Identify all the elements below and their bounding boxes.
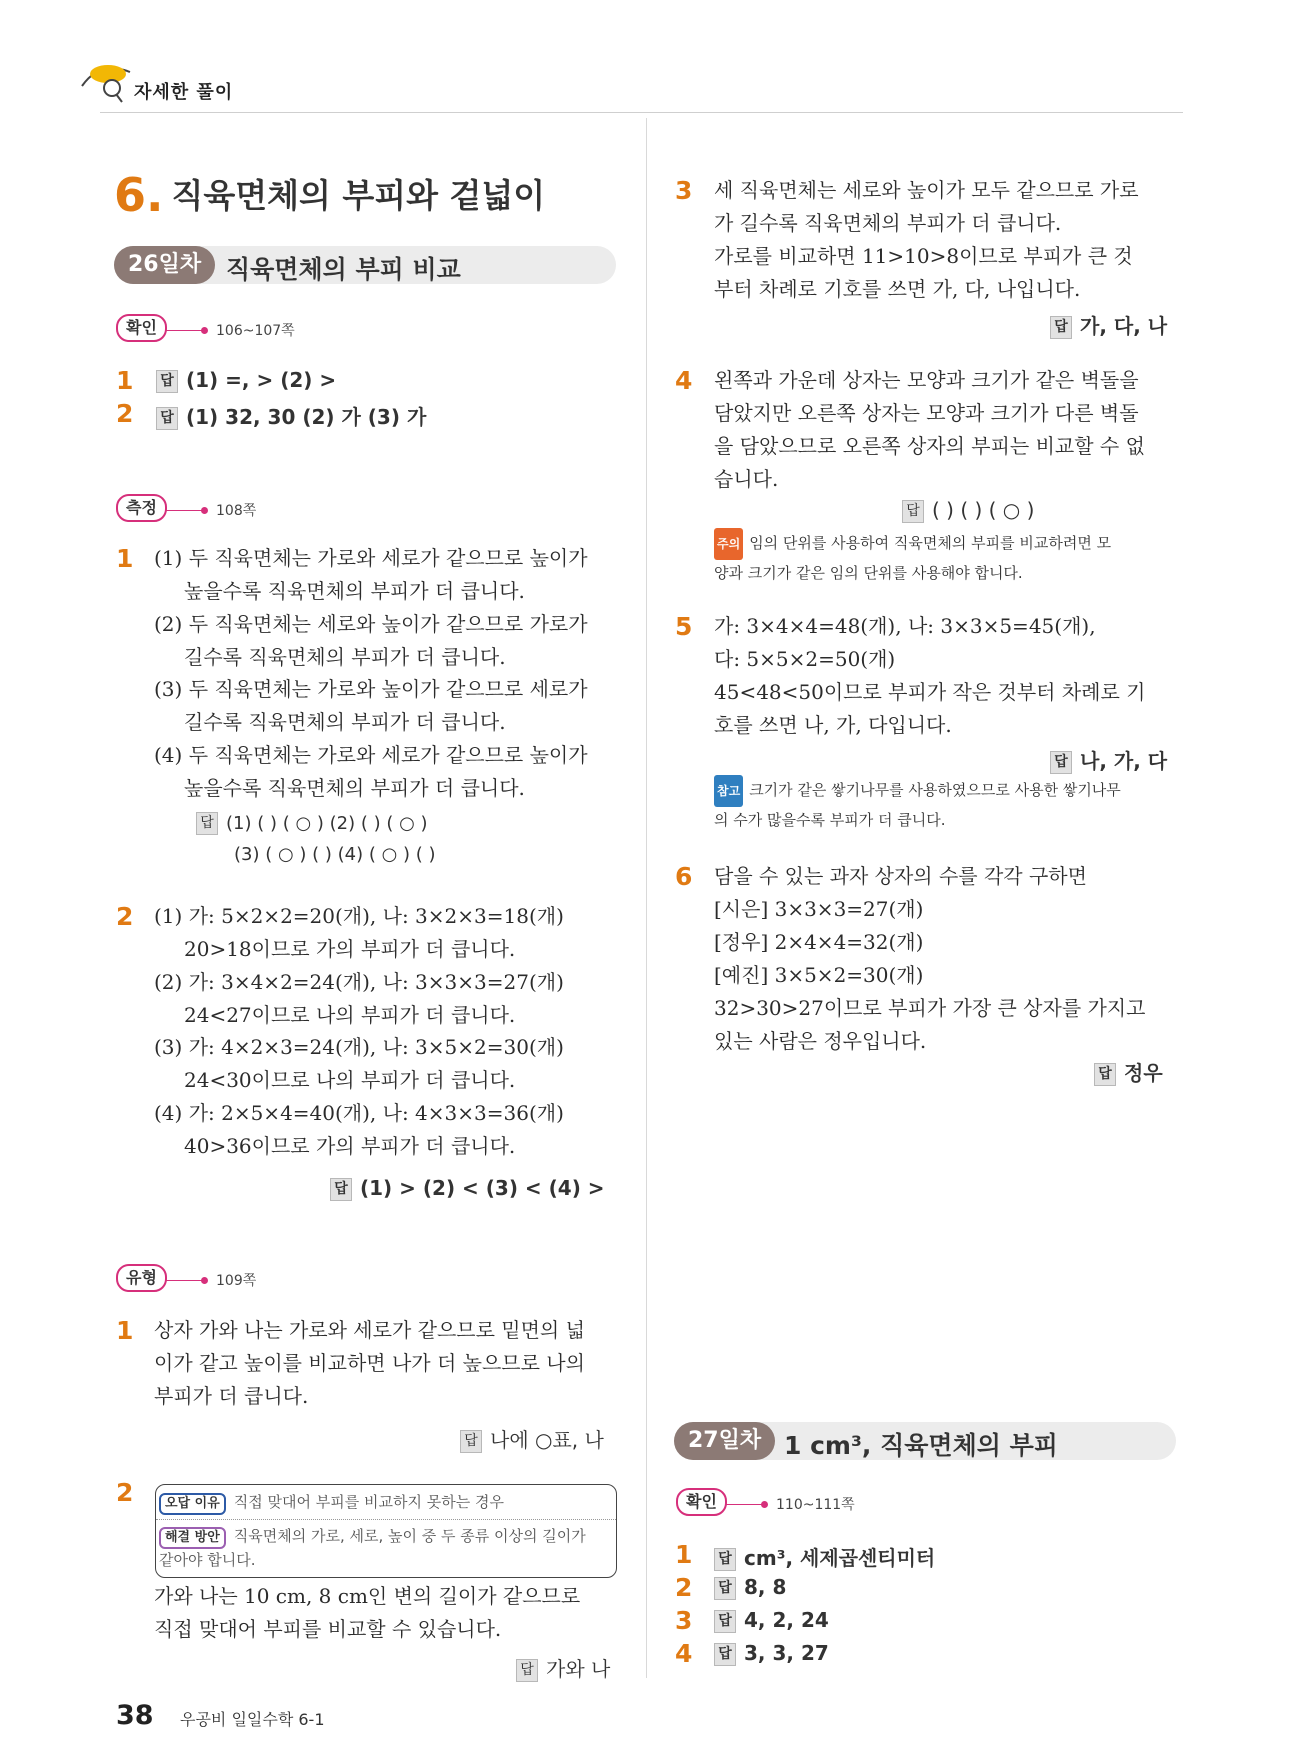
text-line: (2) 가: 3×4×2=24(개), 나: 3×3×3=27(개) <box>154 970 564 994</box>
text-line: 45<48<50이므로 부피가 작은 것부터 차례로 기 <box>714 680 1146 704</box>
answer-mark: 답 <box>714 1610 736 1633</box>
answer-text: 나에 ○표, 나 <box>490 1428 604 1452</box>
answer-line <box>234 844 436 865</box>
header-logo-icon <box>80 58 140 108</box>
answer-mark: 답 <box>330 1178 352 1201</box>
solution-text-cont: 같아야 합니다. <box>159 1551 256 1569</box>
type-dot <box>201 1277 208 1284</box>
answer-text: 가와 나 <box>546 1657 611 1681</box>
answer-text: (1) 32, 30 (2) 가 (3) 가 <box>186 405 427 429</box>
text-line: 부피가 더 큽니다. <box>154 1384 309 1408</box>
reference-text: 크기가 같은 쌓기나무를 사용하였으므로 사용한 쌓기나무 <box>749 781 1121 799</box>
chapter-number: 6. <box>114 168 164 222</box>
text-line: 가로를 비교하면 11>10>8이므로 부피가 큰 것 <box>714 244 1133 268</box>
question-number: 1 <box>116 544 134 573</box>
text-line: 높을수록 직육면체의 부피가 더 큽니다. <box>184 776 525 800</box>
answer-line <box>516 1653 610 1682</box>
text-line: 다: 5×5×2=50(개) <box>714 647 896 671</box>
answer-line <box>902 498 1034 523</box>
answer-mark: 답 <box>460 1430 482 1453</box>
answer-text: (1) =, > (2) > <box>186 368 337 392</box>
answer-line <box>714 1542 935 1571</box>
question-number: 2 <box>675 1573 693 1602</box>
text-line: 호를 쓰면 나, 가, 다입니다. <box>714 713 952 737</box>
type-label: 유형 <box>116 1264 167 1292</box>
question-number: 1 <box>675 1540 693 1569</box>
question-number: 4 <box>675 366 693 395</box>
solution-tag: 해결 방안 <box>159 1527 226 1549</box>
answer-mark: 답 <box>1050 751 1072 774</box>
text-line: 있는 사람은 정우입니다. <box>714 1029 927 1053</box>
answer-line <box>460 1424 604 1453</box>
check27-label: 확인 <box>676 1488 727 1516</box>
check-dot <box>201 327 208 334</box>
answer-line <box>1050 310 1167 339</box>
chapter-heading <box>114 168 545 222</box>
text-line: (4) 두 직육면체는 가로와 세로가 같으므로 높이가 <box>154 743 588 767</box>
answer-text: ( ) ( ) ( ○ ) <box>932 498 1035 522</box>
answer-text: 3, 3, 27 <box>744 1641 829 1665</box>
answer-text: 가, 다, 나 <box>1080 314 1168 338</box>
type-line <box>166 1280 204 1281</box>
text-line: 가와 나는 10 cm, 8 cm인 변의 길이가 같으므로 <box>154 1584 581 1608</box>
caution-text: 임의 단위를 사용하여 직육면체의 부피를 비교하려면 모 <box>749 534 1112 552</box>
question-number: 1 <box>116 1316 134 1345</box>
question-number: 4 <box>675 1639 693 1668</box>
text-line: 담았지만 오른쪽 상자는 모양과 크기가 다른 벽돌 <box>714 401 1139 425</box>
text-line: 길수록 직육면체의 부피가 더 큽니다. <box>184 645 506 669</box>
day27-title: 1 cm³, 직육면체의 부피 <box>784 1431 1058 1460</box>
answer-line <box>330 1176 605 1201</box>
header-divider <box>100 112 1183 113</box>
answer-line <box>714 1608 829 1633</box>
answer-mark: 답 <box>902 500 924 523</box>
text-line: 세 직육면체는 세로와 높이가 모두 같으므로 가로 <box>714 178 1139 202</box>
answer-text: 정우 <box>1124 1061 1163 1085</box>
chapter-title: 직육면체의 부피와 겉넓이 <box>171 176 546 215</box>
check27-pages: 110~111쪽 <box>776 1497 855 1513</box>
text-line: [예진] 3×5×2=30(개) <box>714 963 924 987</box>
answer-mark: 답 <box>1094 1063 1116 1086</box>
text-line: 32>30>27이므로 부피가 가장 큰 상자를 가지고 <box>714 996 1146 1020</box>
text-line: 상자 가와 나는 가로와 세로가 같으므로 밑면의 넓 <box>154 1318 585 1342</box>
text-line: (1) 가: 5×2×2=20(개), 나: 3×2×3=18(개) <box>154 904 564 928</box>
text-line: 40>36이므로 가의 부피가 더 큽니다. <box>184 1134 516 1158</box>
column-divider <box>646 118 647 1678</box>
error-note-separator <box>156 1519 616 1520</box>
answer-line <box>714 1575 786 1600</box>
answer-mark: 답 <box>516 1659 538 1682</box>
answer-mark: 답 <box>196 812 218 835</box>
day26-tag: 26일차 <box>114 246 215 284</box>
answer-line <box>1050 745 1167 774</box>
text-line: 24<27이므로 나의 부피가 더 큽니다. <box>184 1003 516 1027</box>
text-line: 높을수록 직육면체의 부피가 더 큽니다. <box>184 579 525 603</box>
text-line: 직접 맞대어 부피를 비교할 수 있습니다. <box>154 1617 502 1641</box>
answer-mark: 답 <box>714 1577 736 1600</box>
text-line: (1) 두 직육면체는 가로와 세로가 같으므로 높이가 <box>154 546 588 570</box>
text-line: 24<30이므로 나의 부피가 더 큽니다. <box>184 1068 516 1092</box>
text-line: 을 담았으므로 오른쪽 상자의 부피는 비교할 수 없 <box>714 434 1145 458</box>
answer-text: (3) ( ○ ) ( ) (4) ( ○ ) ( ) <box>234 844 436 865</box>
text-line: 이가 같고 높이를 비교하면 나가 더 높으므로 나의 <box>154 1351 585 1375</box>
question-number: 1 <box>116 366 134 395</box>
question-number: 5 <box>675 612 693 641</box>
question-number: 2 <box>116 902 134 931</box>
question-number: 3 <box>675 176 693 205</box>
book-title: 우공비 일일수학 6-1 <box>180 1710 325 1729</box>
answer-mark: 답 <box>156 370 178 393</box>
error-reason-tag: 오답 이유 <box>159 1493 226 1515</box>
check-pages: 106~107쪽 <box>216 323 295 339</box>
text-line: 길수록 직육면체의 부피가 더 큽니다. <box>184 710 506 734</box>
day26-title: 직육면체의 부피 비교 <box>226 255 461 284</box>
text-line: 20>18이므로 가의 부피가 더 큽니다. <box>184 937 516 961</box>
text-line: 왼쪽과 가운데 상자는 모양과 크기가 같은 벽돌을 <box>714 368 1139 392</box>
question-number: 6 <box>675 862 693 891</box>
answer-text: (1) ( ) ( ○ ) (2) ( ) ( ○ ) <box>226 813 428 834</box>
error-note-box <box>155 1484 617 1578</box>
answer-mark: 답 <box>714 1548 736 1571</box>
answer-text: cm³, 세제곱센티미터 <box>744 1546 936 1570</box>
answer-line <box>196 812 428 835</box>
check-line <box>166 330 204 331</box>
answer-mark: 답 <box>156 407 178 430</box>
solution-text: 직육면체의 가로, 세로, 높이 중 두 종류 이상의 길이가 <box>233 1527 586 1545</box>
answer-line <box>714 1641 829 1666</box>
measure-line <box>166 510 204 511</box>
answer-text: 4, 2, 24 <box>744 1608 829 1632</box>
measure-label: 측정 <box>116 494 167 522</box>
reference-text-cont: 의 수가 많을수록 부피가 더 큽니다. <box>714 811 946 829</box>
text-line: [시은] 3×3×3=27(개) <box>714 897 924 921</box>
answer-mark: 답 <box>1050 316 1072 339</box>
answer-line <box>156 368 336 393</box>
caution-tag: 주의 <box>714 528 743 560</box>
question-number: 2 <box>116 1478 134 1507</box>
day27-tag: 27일차 <box>674 1422 775 1460</box>
reference-tag: 참고 <box>714 775 743 807</box>
text-line: 가 길수록 직육면체의 부피가 더 큽니다. <box>714 211 1062 235</box>
check27-line <box>726 1504 764 1505</box>
text-line: 습니다. <box>714 467 779 491</box>
question-number: 3 <box>675 1606 693 1635</box>
header-title: 자세한 풀이 <box>134 82 234 103</box>
text-line: 담을 수 있는 과자 상자의 수를 각각 구하면 <box>714 864 1087 888</box>
question-number: 2 <box>116 399 134 428</box>
type-pages: 109쪽 <box>216 1273 257 1289</box>
text-line: [정우] 2×4×4=32(개) <box>714 930 924 954</box>
text-line: (3) 두 직육면체는 가로와 높이가 같으므로 세로가 <box>154 677 588 701</box>
measure-dot <box>201 507 208 514</box>
error-reason-text: 직접 맞대어 부피를 비교하지 못하는 경우 <box>233 1493 504 1511</box>
check27-dot <box>761 1501 768 1508</box>
text-line: (2) 두 직육면체는 세로와 높이가 같으므로 가로가 <box>154 612 588 636</box>
check-label: 확인 <box>116 314 167 342</box>
answer-text: 8, 8 <box>744 1575 787 1599</box>
caution-text-cont: 양과 크기가 같은 임의 단위를 사용해야 합니다. <box>714 564 1023 582</box>
text-line: 부터 차례로 기호를 쓰면 가, 다, 나입니다. <box>714 277 1081 301</box>
measure-pages: 108쪽 <box>216 503 257 519</box>
answer-text: (1) > (2) < (3) < (4) > <box>360 1176 605 1200</box>
answer-line <box>156 401 426 430</box>
text-line: (4) 가: 2×5×4=40(개), 나: 4×3×3=36(개) <box>154 1101 564 1125</box>
text-line: 가: 3×4×4=48(개), 나: 3×3×5=45(개), <box>714 614 1096 638</box>
page-number: 38 <box>116 1700 154 1731</box>
answer-line <box>1094 1057 1163 1086</box>
answer-mark: 답 <box>714 1643 736 1666</box>
text-line: (3) 가: 4×2×3=24(개), 나: 3×5×2=30(개) <box>154 1035 564 1059</box>
answer-text: 나, 가, 다 <box>1080 749 1168 773</box>
